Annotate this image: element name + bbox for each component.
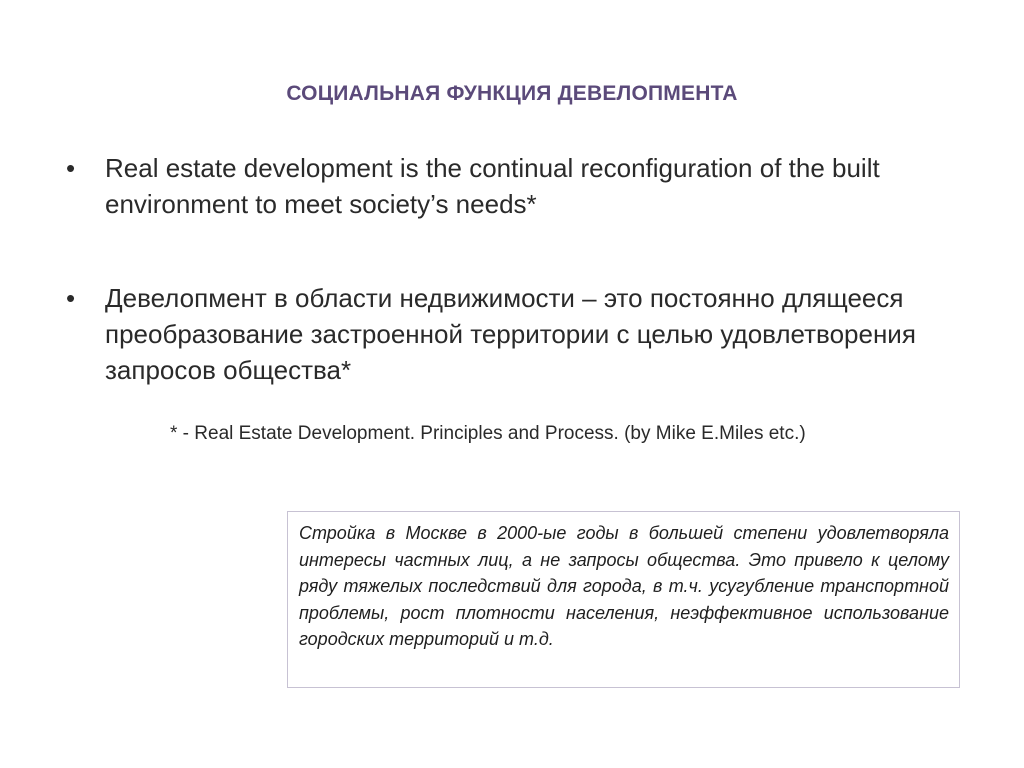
bullet-text-english: Real estate development is the continual reconfiguration of the built environment to meet society’s needs* — [105, 153, 880, 219]
bullet-text-russian: Девелопмент в области недвижимости – это постоянно длящееся преобразование застроенной территории с целью удовлетворения запросов общества* — [105, 283, 916, 385]
bullet-item-english — [62, 150, 962, 222]
note-text: Стройка в Москве в 2000-ые годы в большей степени удовлетворяла интересы частных лиц, а не запросы общества. Это привело к целому ряду тяжелых последствий для города, в т.ч. усугубление транспортной проблемы, рост плотности населения, неэффективное использование городских территорий и т.д. — [299, 523, 949, 649]
bullet-list — [62, 150, 962, 388]
note-box — [287, 511, 960, 688]
bullet-item-russian — [62, 280, 962, 388]
bullet-dot-icon: • — [66, 283, 76, 313]
slide-title: СОЦИАЛЬНАЯ ФУНКЦИЯ ДЕВЕЛОПМЕНТА — [286, 82, 738, 105]
footnote: * - Real Estate Development. Principles and Process. (by Mike E.Miles etc.) — [170, 423, 806, 444]
bullet-dot-icon: • — [66, 153, 76, 183]
